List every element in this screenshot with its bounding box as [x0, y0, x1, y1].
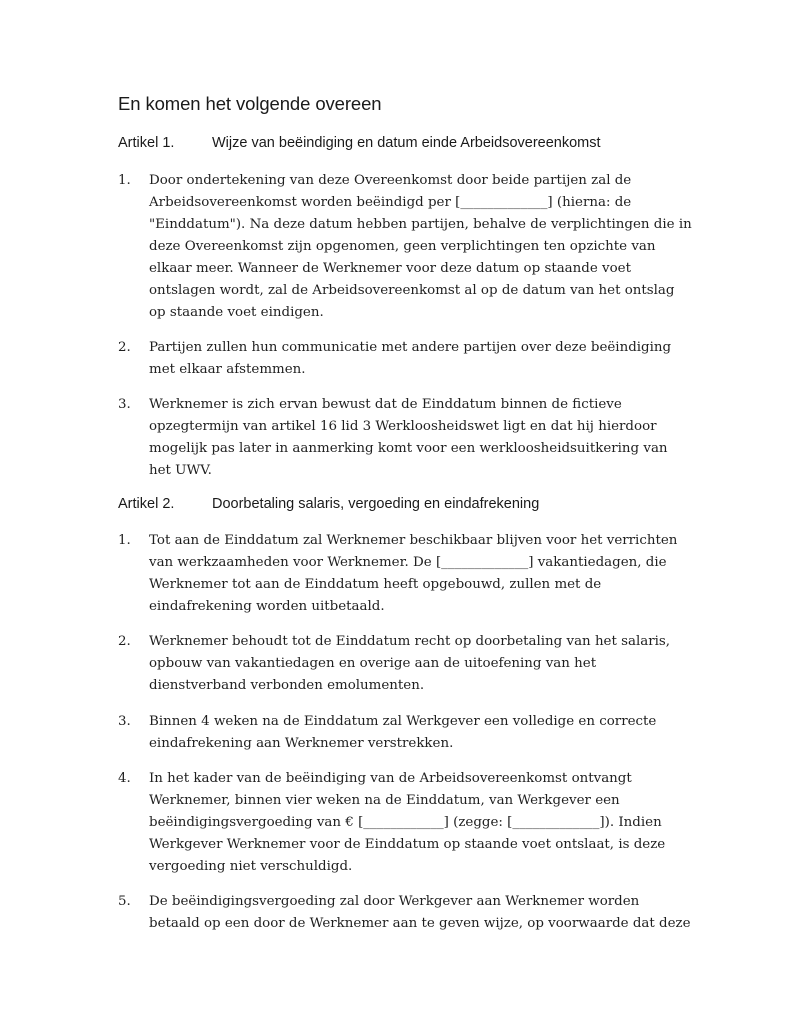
- clause-line: dienstverband verbonden emolumenten.: [149, 678, 425, 693]
- clause-line: Werkgever Werknemer voor de Einddatum op staande voet ontslaat, is deze: [149, 837, 666, 852]
- clause-line: opzegtermijn van artikel 16 lid 3 Werkloosheidswet ligt en dat hij hierdoor: [149, 419, 657, 434]
- clause-line: betaald op een door de Werknemer aan te geven wijze, op voorwaarde dat deze: [149, 916, 691, 931]
- clause-line: In het kader van de beëindiging van de Arbeidsovereenkomst ontvangt: [149, 771, 632, 786]
- clause-text: [149, 768, 665, 878]
- article-1-heading: [118, 135, 601, 151]
- clause-line: opbouw van vakantiedagen en overige aan de uitoefening van het: [149, 656, 597, 671]
- article-2-heading: [118, 496, 539, 512]
- clause-line: eindafrekening aan Werknemer verstrekken.: [149, 736, 454, 751]
- clause-line: eindafrekening worden uitbetaald.: [149, 599, 385, 614]
- clause-line: Werknemer is zich ervan bewust dat de Einddatum binnen de fictieve: [149, 397, 622, 412]
- clause-line: mogelijk pas later in aanmerking komt voor een werkloosheidsuitkering van: [149, 441, 668, 456]
- clause-number: 3.: [118, 714, 131, 729]
- clause-line: Werknemer behoudt tot de Einddatum recht op doorbetaling van het salaris,: [149, 634, 671, 649]
- clause-line: ontslagen wordt, zal de Arbeidsovereenkomst al op de datum van het ontslag: [149, 283, 675, 298]
- clause-line: van werkzaamheden voor Werknemer. De [_____________] vakantiedagen, die: [149, 555, 667, 570]
- clause-text: [149, 891, 691, 935]
- document-title: En komen het volgende overeen: [118, 93, 382, 114]
- clause-line: Binnen 4 weken na de Einddatum zal Werkgever een volledige en correcte: [149, 714, 657, 729]
- clause-text: [149, 394, 668, 482]
- clause-number: 1.: [118, 173, 131, 188]
- clause-text: [149, 711, 656, 755]
- clause-text: [149, 170, 692, 324]
- clause-text: [149, 530, 677, 618]
- clause-line: De beëindigingsvergoeding zal door Werkgever aan Werknemer worden: [149, 894, 640, 909]
- clause-number: 2.: [118, 340, 131, 355]
- article-1-number: Artikel 1.: [118, 135, 175, 151]
- clause-line: "Einddatum"). Na deze datum hebben partijen, behalve de verplichtingen die in: [149, 217, 692, 232]
- article-2-number: Artikel 2.: [118, 496, 175, 512]
- clause-line: Door ondertekening van deze Overeenkomst door beide partijen zal de: [149, 173, 632, 188]
- clause-text: [149, 337, 671, 381]
- clause-line: deze Overeenkomst zijn opgenomen, geen verplichtingen ten opzichte van: [149, 239, 656, 254]
- article-2-title: Doorbetaling salaris, vergoeding en eindafrekening: [212, 496, 540, 512]
- clause-line: Arbeidsovereenkomst worden beëindigd per [_____________] (hierna: de: [149, 195, 632, 210]
- clause-number: 1.: [118, 533, 131, 548]
- clause-line: op staande voet eindigen.: [149, 305, 324, 320]
- clause-number: 2.: [118, 634, 131, 649]
- clause-line: Werknemer, binnen vier weken na de Einddatum, van Werkgever een: [149, 793, 620, 808]
- clause-number: 5.: [118, 894, 131, 909]
- clause-text: [149, 631, 670, 697]
- clause-line: elkaar meer. Wanneer de Werknemer voor deze datum op staande voet: [149, 261, 631, 276]
- clause-number: 3.: [118, 397, 131, 412]
- clause-number: 4.: [118, 771, 131, 786]
- clause-line: Partijen zullen hun communicatie met andere partijen over deze beëindiging: [149, 340, 672, 355]
- clause-line: het UWV.: [149, 463, 212, 478]
- clause-line: vergoeding niet verschuldigd.: [149, 859, 353, 874]
- clause-line: Werknemer tot aan de Einddatum heeft opgebouwd, zullen met de: [149, 577, 602, 592]
- article-1-title: Wijze van beëindiging en datum einde Arbeidsovereenkomst: [212, 135, 601, 151]
- clause-line: Tot aan de Einddatum zal Werknemer beschikbaar blijven voor het verrichten: [149, 533, 678, 548]
- clause-line: beëindigingsvergoeding van € [____________] (zegge: [_____________]). Indien: [149, 815, 662, 830]
- clause-line: met elkaar afstemmen.: [149, 362, 306, 377]
